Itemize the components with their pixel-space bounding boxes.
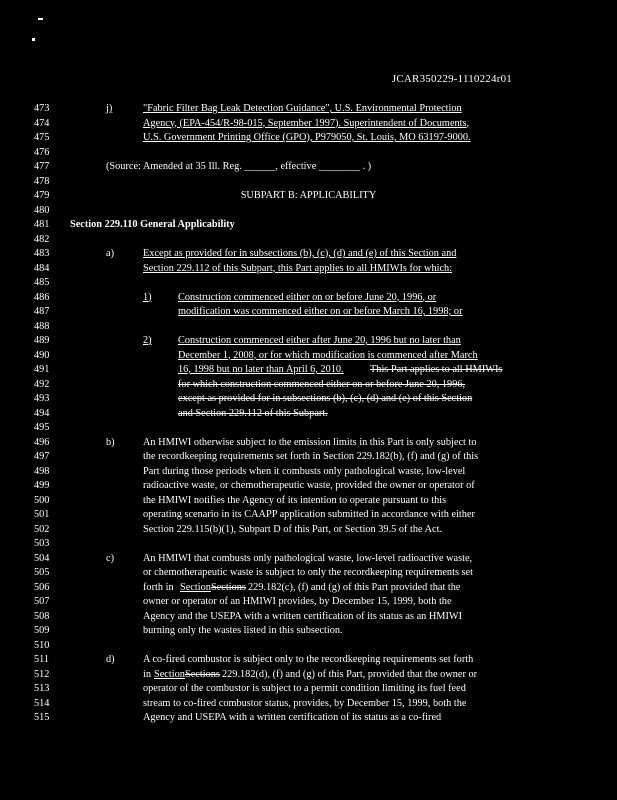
line-text: b) — [106, 436, 115, 448]
line-number: 511 — [34, 654, 50, 665]
document-line — [0, 233, 617, 248]
line-number: 493 — [34, 393, 50, 404]
line-number: 475 — [34, 132, 50, 143]
document-line — [0, 639, 617, 654]
inserted-text: Construction commenced either after June 20, 1996 but no later than — [178, 335, 461, 346]
document-line — [0, 218, 617, 233]
document-line — [0, 537, 617, 552]
line-text: Agency and the USEPA with a written certification of its status as an HMIWI — [143, 610, 463, 622]
line-text: 229.182(d), (f) and (g) of this Part, provided that the owner or — [222, 668, 478, 680]
document-body — [0, 102, 617, 726]
document-line — [0, 610, 617, 625]
document-line — [0, 334, 617, 349]
line-number: 501 — [34, 509, 50, 520]
line-number: 485 — [34, 277, 50, 288]
inserted-text: 1) — [143, 291, 152, 303]
inserted-text: 16, 1998 but no later than April 6, 2010. — [178, 364, 344, 375]
line-number: 496 — [34, 436, 50, 448]
line-number: 478 — [34, 175, 50, 187]
document-line — [0, 421, 617, 436]
line-number: 510 — [34, 639, 50, 651]
line-number: 497 — [34, 451, 50, 462]
inserted-text: December 1, 2008, or for which modification is commenced after March — [178, 349, 478, 361]
line-number: 512 — [34, 668, 50, 680]
document-line — [0, 102, 617, 117]
document-line — [0, 363, 617, 378]
line-text: the HMIWI notifies the Agency of its intention to operate pursuant to this — [143, 494, 447, 506]
line-text: Part during those periods when it combusts only pathological waste, low-level — [143, 465, 466, 477]
document-line — [0, 305, 617, 320]
deleted-text: for which construction commenced either on or before June 20, 1996, — [178, 378, 466, 390]
line-number: 483 — [34, 248, 50, 259]
document-line — [0, 160, 617, 175]
document-line — [0, 595, 617, 610]
line-number: 503 — [34, 538, 50, 549]
inserted-text: "Fabric Filter Bag Leak Detection Guidance", U.S. Environmental Protection — [143, 103, 462, 114]
inserted-text: U.S. Government Printing Office (GPO), P979050, St. Louis, MO 63197-9000. — [143, 132, 471, 143]
line-text: operating scenario in its CAAPP application submitted in accordance with either — [143, 509, 475, 520]
line-number: 479 — [34, 190, 50, 201]
line-number: 477 — [34, 161, 50, 172]
document-line — [0, 566, 617, 581]
line-text: radioactive waste, or chemotherapeutic waste, provided the owner or operator of — [143, 480, 475, 491]
document-line — [0, 392, 617, 407]
line-number: 513 — [34, 683, 50, 694]
line-text: c) — [106, 552, 114, 564]
line-text: An HMIWI otherwise subject to the emission limits in this Part is only subject to — [143, 436, 477, 448]
line-number: 474 — [34, 117, 50, 129]
document-line — [0, 682, 617, 697]
line-number: 476 — [34, 146, 50, 158]
document-line — [0, 349, 617, 364]
document-line — [0, 711, 617, 726]
document-line — [0, 697, 617, 712]
line-text: in — [143, 668, 152, 680]
line-text: stream to co-fired combustor status, provides, by December 15, 1999, both the — [143, 697, 467, 709]
line-text: or chemotherapeutic waste is subject to only the recordkeeping requirements set — [143, 567, 473, 578]
document-line — [0, 131, 617, 146]
line-number: 488 — [34, 320, 50, 332]
document-line — [0, 494, 617, 509]
line-text: Section 229.115(b)(1), Subpart D of this Part, or Section 39.5 of the Act. — [143, 523, 443, 535]
line-number: 489 — [34, 335, 50, 346]
line-number: 499 — [34, 480, 50, 491]
line-number: 506 — [34, 581, 50, 593]
line-text: operator of the combustor is subject to a permit condition limiting its fuel feed — [143, 683, 466, 694]
line-number: 505 — [34, 567, 50, 578]
document-line — [0, 523, 617, 538]
inserted-text: Agency, (EPA-454/R-98-015, September 1997). Superintendent of Documents, — [143, 117, 470, 129]
line-number: 486 — [34, 291, 50, 303]
line-text: burning only the wastes listed in this subsection. — [143, 625, 343, 636]
deleted-text: Sections — [185, 668, 220, 680]
line-number: 498 — [34, 465, 50, 477]
line-number: 504 — [34, 552, 50, 564]
document-line — [0, 175, 617, 190]
line-number: 509 — [34, 625, 50, 636]
document-line — [0, 146, 617, 161]
document-line — [0, 436, 617, 451]
document-line — [0, 291, 617, 306]
line-text: owner or operator of an HMIWI provides, by December 15, 1999, both the — [143, 596, 452, 607]
document-line — [0, 508, 617, 523]
line-text: forth in — [143, 581, 174, 593]
inserted-text: 2) — [143, 335, 152, 346]
line-text: a) — [106, 248, 114, 259]
deleted-text: except as provided for in subsections (b), (c), (d) and (e) of this Section — [178, 393, 473, 404]
inserted-text: Section — [154, 668, 185, 680]
document-line — [0, 624, 617, 639]
line-number: 491 — [34, 364, 50, 375]
deleted-text: Sections — [211, 581, 246, 593]
document-line — [0, 407, 617, 422]
document-line — [0, 262, 617, 277]
line-number: 495 — [34, 422, 50, 433]
document-id: JCAR350229-1110224r01 — [391, 73, 512, 85]
subpart-heading: SUBPART B: APPLICABILITY — [240, 190, 377, 201]
line-number: 515 — [34, 712, 50, 723]
inserted-text: modification was commenced either on or before March 16, 1998; or — [178, 306, 463, 317]
inserted-text: Section — [180, 581, 211, 593]
document-line — [0, 247, 617, 262]
deleted-text: This Part applies to all HMIWIs — [370, 364, 503, 375]
inserted-text: Except as provided for in subsections (b), (c), (d) and (e) of this Section and — [143, 248, 457, 259]
scan-mark — [30, 18, 44, 42]
line-number: 473 — [34, 103, 50, 114]
line-number: 484 — [34, 262, 50, 274]
line-number: 490 — [34, 349, 50, 361]
line-number: 494 — [34, 407, 50, 419]
document-line — [0, 378, 617, 393]
line-number: 508 — [34, 610, 50, 622]
document-line — [0, 465, 617, 480]
line-text: the recordkeeping requirements set forth in Section 229.182(b), (f) and (g) of this — [143, 451, 479, 462]
line-number: 482 — [34, 233, 50, 245]
inserted-text: j) — [106, 103, 113, 114]
document-line — [0, 581, 617, 596]
line-text: d) — [106, 654, 115, 665]
document-line — [0, 653, 617, 668]
line-text: 229.182(c), (f) and (g) of this Part provided that the — [248, 581, 461, 593]
inserted-text: Section 229.112 of this Subpart, this Part applies to all HMIWIs for which: — [143, 262, 453, 274]
document-line — [0, 668, 617, 683]
line-number: 487 — [34, 306, 50, 317]
line-number: 480 — [34, 204, 50, 216]
document-line — [0, 276, 617, 291]
line-number: 500 — [34, 494, 50, 506]
line-number: 514 — [34, 697, 50, 709]
document-line — [0, 479, 617, 494]
deleted-text: and Section 229.112 of this Subpart. — [178, 407, 328, 419]
line-text: An HMIWI that combusts only pathological waste, low-level radioactive waste, — [143, 552, 473, 564]
line-number: 507 — [34, 596, 50, 607]
document-line — [0, 204, 617, 219]
document-line — [0, 552, 617, 567]
document-line — [0, 450, 617, 465]
line-number: 502 — [34, 523, 50, 535]
line-text: Agency and USEPA with a written certification of its status as a co-fired — [143, 712, 442, 723]
document-line — [0, 117, 617, 132]
line-number: 481 — [34, 219, 50, 230]
line-text: A co-fired combustor is subject only to the recordkeeping requirements set forth — [143, 654, 474, 665]
line-text: (Source: Amended at 35 Ill. Reg. ______, effective ________ . ) — [106, 161, 372, 172]
document-line — [0, 189, 617, 204]
section-heading: Section 229.110 General Applicability — [70, 219, 235, 230]
line-number: 492 — [34, 378, 50, 390]
document-line — [0, 320, 617, 335]
inserted-text: Construction commenced either on or before June 20, 1996, or — [178, 291, 437, 303]
